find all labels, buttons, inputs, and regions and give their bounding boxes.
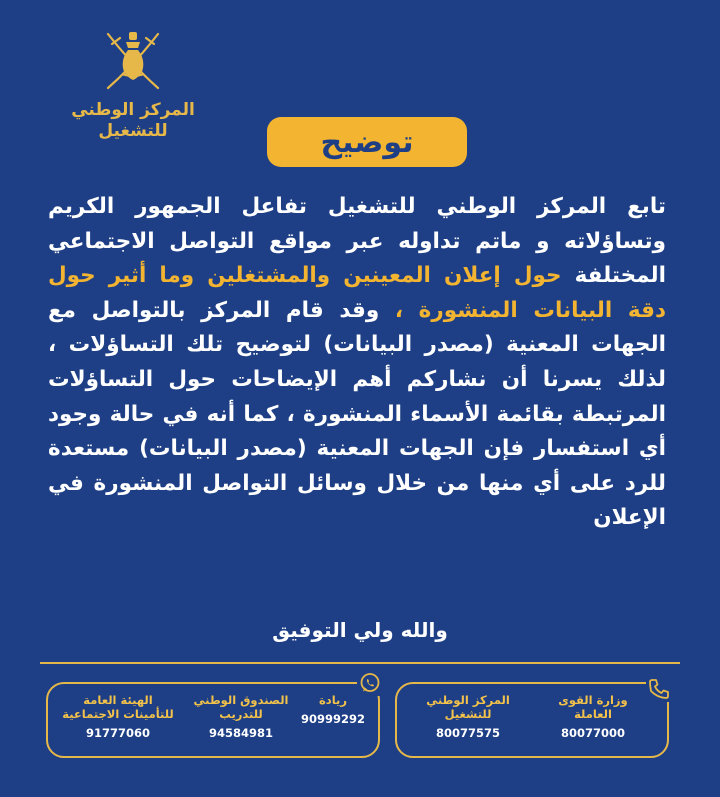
page-title-text: توضيح [320,124,414,160]
body-part2: وقد قام المركز بالتواصل مع الجهات المعنية (مصدر البيانات) لتوضيح تلك التساؤلات ، لذلك يسرنا أن نشاركم أهم الإيضاحات حول التساؤلات المرتبطة بقائمة الأسماء المنشورة ، كما أنه في حالة وجود أي استفسار فإن الجهات المعنية (مصدر البيانات) مستعدة للرد على أي منها من خلال وسائل التواصل المنشورة في الإعلان [48,297,666,531]
contact-number[interactable]: 91777060 [85,726,150,740]
page-title [267,117,467,167]
contact-name: الهيئة العامة للتأمينات الاجتماعية [62,693,174,721]
contact-number[interactable]: 80077000 [560,726,625,740]
contact-ministry-manpower [538,693,648,740]
logo-title-line2: للتشغيل [98,121,168,141]
logo-title-line1: المركز الوطني [71,100,195,120]
oman-emblem-icon [98,26,168,96]
contact-name: المركز الوطني للتشغيل [426,693,510,721]
body-part1: تابع المركز الوطني للتشغيل تفاعل الجمهور الكريم وتساؤلاته و ماتم تداوله عبر مواقع التواصل الاجتماعي المختلفة [48,194,666,289]
logo [58,26,208,156]
body-highlight: حول إعلان المعينين والمشتغلين وما أثير حول دقة البيانات المنشورة ، [48,263,666,323]
announcement-body [48,190,666,536]
closing-line: والله ولي التوفيق [272,618,448,642]
contact-training-fund [186,693,296,740]
contact-name: وزارة القوى العاملة [558,693,628,721]
contact-social-insurance [58,693,178,740]
phone-icon [646,676,672,702]
divider [40,662,680,664]
contact-number[interactable]: 80077575 [435,726,500,740]
contact-employment-center [404,693,532,740]
contact-number[interactable]: 94584981 [208,726,273,740]
contact-number[interactable]: 90999292 [300,712,365,726]
contact-riyada [298,693,368,726]
contact-name: الصندوق الوطني للتدريب [193,693,289,721]
contact-name: ريادة [319,693,347,707]
